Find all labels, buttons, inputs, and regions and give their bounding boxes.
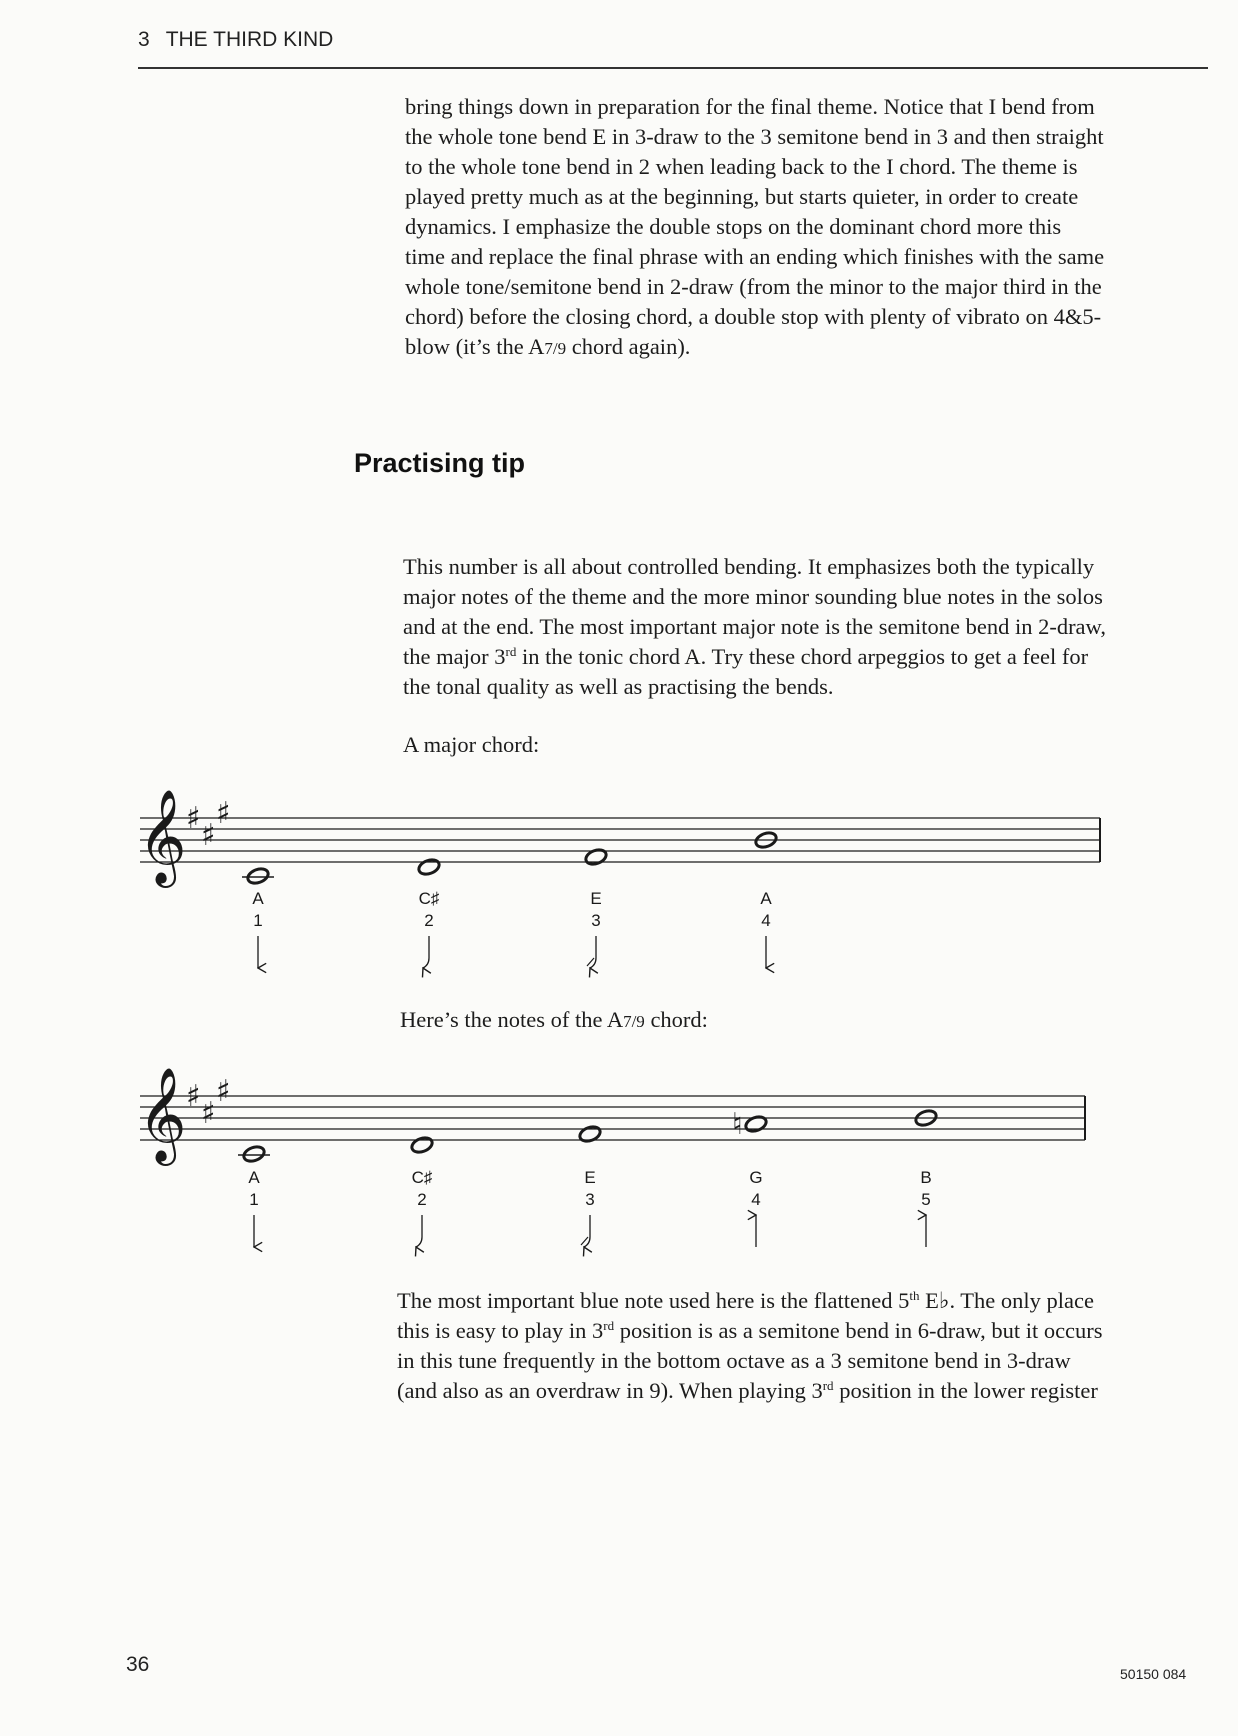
key-signature-icon [186, 1074, 231, 1131]
hole-number: 3 [585, 1190, 595, 1209]
paragraph-line: in this tune frequently in the bottom octave as a 3 semitone bend in 3-draw [397, 1348, 1071, 1373]
whole-note-head [246, 866, 270, 885]
paragraph-line: and at the end. The most important major note is the semitone bend in 2-draw, [403, 614, 1106, 639]
draw-bend-arrow-icon [423, 936, 429, 968]
treble-clef-icon: 𝄞 [138, 789, 187, 884]
note-name: G [749, 1168, 763, 1187]
paragraph-line: major notes of the theme and the more minor sounding blue notes in the solos [403, 584, 1103, 609]
paragraph-line: the whole tone bend E in 3-draw to the 3 semitone bend in 3 and then straight [405, 124, 1104, 149]
double-bend-mark [587, 958, 594, 966]
note-name: C♯ [411, 1168, 433, 1187]
paragraph-line: The most important blue note used here is the flattened 5th E♭. The only place [397, 1288, 1095, 1313]
natural-sign-icon: ♮ [732, 1107, 743, 1142]
draw-bend-arrow-icon [590, 936, 596, 968]
paragraph-line: this is easy to play in 3rd position is as a semitone bend in 6-draw, but it occurs [397, 1318, 1103, 1343]
svg-text:♯: ♯ [201, 818, 216, 853]
note-name: E [584, 1168, 596, 1187]
paragraph-line: This number is all about controlled bending. It emphasizes both the typically [403, 554, 1095, 579]
hole-number: 2 [424, 911, 434, 930]
treble-clef-icon: 𝄞 [138, 1067, 187, 1162]
paragraph-line: whole tone/semitone bend in 2-draw (from the minor to the major third in the [405, 274, 1102, 299]
draw-bend-arrow-icon [416, 1215, 422, 1247]
paragraph-line: dynamics. I emphasize the double stops on the dominant chord more this [405, 214, 1062, 239]
hole-number: 4 [751, 1190, 761, 1209]
label-a79-chord: Here’s the notes of the A7/9 chord: [400, 1007, 708, 1032]
note-group [238, 1144, 270, 1247]
paragraph-line: played pretty much as at the beginning, but starts quieter, in order to create [405, 184, 1079, 209]
whole-note-head [578, 1124, 602, 1143]
whole-note-head [410, 1135, 434, 1154]
note-group [417, 857, 441, 968]
note-group [744, 1114, 768, 1247]
whole-note-head [584, 847, 608, 866]
key-signature-icon [186, 796, 231, 853]
whole-note-head [417, 857, 441, 876]
page-number: 36 [126, 1653, 150, 1676]
paragraph-line: chord) before the closing chord, a double stop with plenty of vibrato on 4&5- [405, 304, 1102, 329]
svg-text:♯: ♯ [186, 1079, 201, 1114]
svg-text:♯: ♯ [186, 801, 201, 836]
hole-number: 2 [417, 1190, 427, 1209]
paragraph-line: the major 3rd in the tonic chord A. Try these chord arpeggios to get a feel for [403, 644, 1089, 669]
note-name: A [760, 889, 772, 908]
label-a-major-chord: A major chord: [403, 732, 540, 757]
note-group [578, 1124, 602, 1247]
note-name: B [920, 1168, 932, 1187]
staff-a-major [138, 789, 1100, 968]
paragraph-blue-note [397, 1286, 1212, 1406]
chord-symbol: 7/9 [544, 339, 567, 358]
hole-number: 5 [921, 1190, 931, 1209]
paragraph-line: (and also as an overdraw in 9). When playing 3rd position in the lower register [397, 1378, 1098, 1403]
note-name: A [252, 889, 264, 908]
note-group [410, 1135, 434, 1247]
note-group [242, 866, 274, 968]
hole-number: 3 [591, 911, 601, 930]
hole-number: 1 [249, 1190, 259, 1209]
chord-symbol: 7/9 [623, 1012, 645, 1031]
hole-number: 4 [761, 911, 771, 930]
paragraph-line: to the whole tone bend in 2 when leading back to the I chord. The theme is [405, 154, 1078, 179]
note-group [584, 847, 608, 968]
double-bend-mark [581, 1237, 588, 1245]
note-name: C♯ [418, 889, 440, 908]
paragraph-line: bring things down in preparation for the final theme. Notice that I bend from [405, 94, 1095, 119]
svg-text:♯: ♯ [216, 1074, 231, 1109]
chapter-number: 3 [138, 28, 150, 51]
svg-text:♯: ♯ [201, 1096, 216, 1131]
note-name: A [248, 1168, 260, 1187]
paragraph-line: blow (it’s the A7/9 chord again). [405, 334, 691, 359]
chapter-title: THE THIRD KIND [165, 28, 334, 51]
paragraph-line: time and replace the final phrase with an ending which finishes with the same [405, 244, 1105, 269]
note-name: E [590, 889, 602, 908]
whole-note-head [744, 1114, 768, 1133]
whole-note-head [242, 1144, 266, 1163]
svg-text:♯: ♯ [216, 796, 231, 831]
catalog-number: 50150 084 [1120, 1666, 1187, 1682]
staff-a79 [138, 1067, 1085, 1247]
section-heading: Practising tip [354, 448, 526, 478]
hole-number: 1 [253, 911, 263, 930]
paragraph-line: the tonal quality as well as practising the bends. [403, 674, 834, 699]
draw-bend-arrow-icon [584, 1215, 590, 1247]
